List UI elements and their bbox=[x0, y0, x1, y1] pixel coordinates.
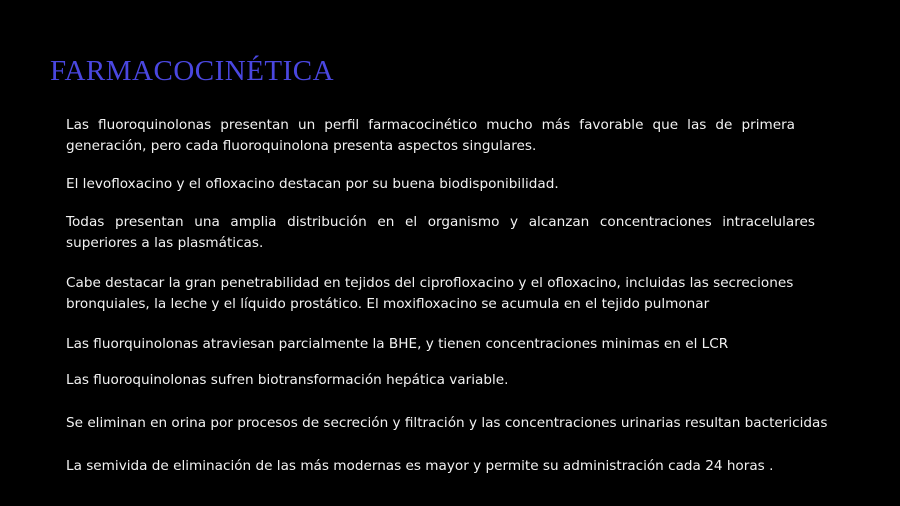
paragraph-pharmacokinetic-profile: Las fluoroquinolonas presentan un perfil farmacocinético mucho más favorable que las de primera generación, pero cada fluoroquinolona presenta aspectos singulares. bbox=[66, 117, 795, 154]
paragraph-distribution: Todas presentan una amplia distribución en el organismo y alcanzan concentraciones intracelulares superiores a las plasmáticas. bbox=[66, 214, 815, 251]
paragraph-hepatic-biotransformation: Las fluoroquinolonas sufren biotransformación hepática variable. bbox=[66, 372, 509, 388]
paragraph-half-life: La semivida de eliminación de las más modernas es mayor y permite su administración cada 24 horas . bbox=[66, 458, 774, 474]
paragraph-bioavailability: El levofloxacino y el ofloxacino destacan por su buena biodisponibilidad. bbox=[66, 176, 559, 192]
slide-title: FARMACOCINÉTICA bbox=[50, 55, 335, 87]
paragraph-tissue-penetration: Cabe destacar la gran penetrabilidad en tejidos del ciprofloxacino y el ofloxacino, incluidas las secreciones bronquiales, la leche y el líquido prostático. El moxifloxacino se acumula en el tejido pulmonar bbox=[66, 275, 794, 312]
paragraph-bhe-lcr: Las fluorquinolonas atraviesan parcialmente la BHE, y tienen concentraciones minimas en el LCR bbox=[66, 336, 729, 352]
paragraph-urinary-elimination: Se eliminan en orina por procesos de secreción y filtración y las concentraciones urinarias resultan bactericidas bbox=[66, 415, 828, 431]
